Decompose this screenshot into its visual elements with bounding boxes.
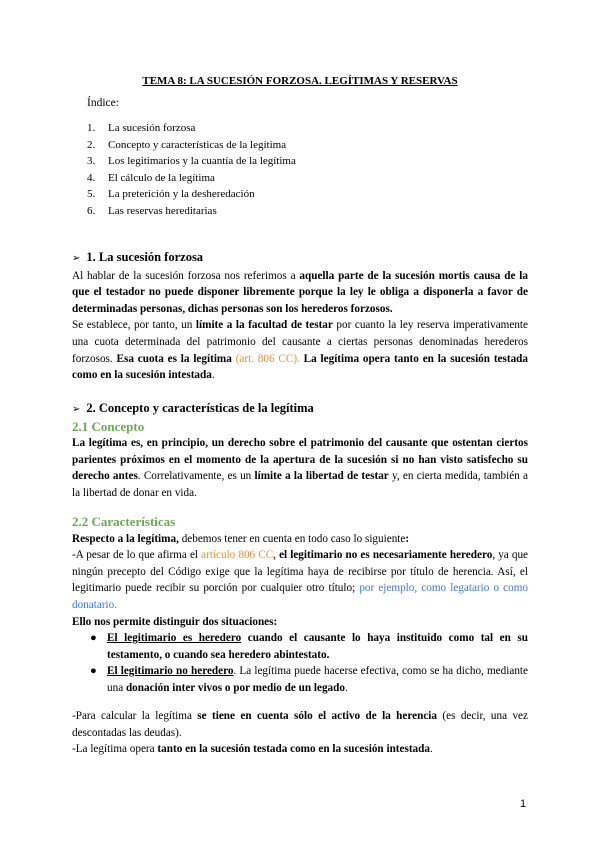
concept-paragraph: La legítima es, en principio, un derecho sobre el patrimonio del causante que ostentan ciertos parientes próximos en el momento de la apertura de la sucesión si no han visto satisfecho su derecho antes. Correlativamente, es un límite a la libertad de testar y, en cierta medida, también a la libertad de donar en vida. <box>72 437 529 499</box>
bullet-icon: ● <box>90 665 97 678</box>
closing-paragraph-1: -Para calcular la legítima se tiene en cuenta sólo el activo de la herencia (es decir, una vez descontadas las deudas). <box>72 710 528 739</box>
toc-item: 3. Los legitimarios y la cuantía de la legítima <box>87 155 296 167</box>
table-of-contents <box>87 120 296 219</box>
closing-paragraph-2: -La legítima opera tanto en la sucesión testada como en la sucesión intestada. <box>72 743 433 756</box>
toc-item: 6. Las reservas hereditarias <box>87 204 217 217</box>
toc-item: 5. La preterición y la desheredación <box>87 188 255 200</box>
section-1-heading: ➢ 1. La sucesión forzosa <box>72 250 204 264</box>
page-number: 1 <box>520 798 527 810</box>
toc-item: 2. Concepto y características de la legítima <box>87 138 287 151</box>
subsection-2-2 <box>72 514 528 697</box>
toc-item: 1. La sucesión forzosa <box>87 122 196 134</box>
arrow-bullet-icon: ➢ <box>72 404 81 415</box>
situations-heading: Ello nos permite distinguir dos situaciones: <box>72 615 278 628</box>
situations-list <box>72 630 528 696</box>
bullet-icon: ● <box>90 632 97 645</box>
index-label: Índice: <box>87 97 119 109</box>
characteristics-intro: Respecto a la legítima, debemos tener en cuenta en todo caso lo siguiente: <box>72 532 410 545</box>
section-1-paragraph-2: Se establece, por tanto, un límite a la facultad de testar por cuanto la ley reserva imperativamente una cuota determinada del patrimonio del causante a ciertas personas denominadas herederos forzosos. Esa cuota es la legítima (art. 806 CC). La legítima opera tanto en la sucesión testada como en la sucesión intestada. <box>72 319 528 382</box>
arrow-bullet-icon: ➢ <box>72 253 81 264</box>
closing-notes <box>72 708 528 758</box>
list-item: ● El legitimario no heredero. La legítima puede hacerse efectiva, como se ha dicho, mediante una donación inter vivos o por medio de un legado. <box>90 665 528 694</box>
section-1-paragraph-1: Al hablar de la sucesión forzosa nos referimos a aquella parte de la sucesión mortis causa de la que el testador no puede disponer libremente porque la ley le obliga a disponerla a favor de determinadas personas, dichas personas son los herederos forzosos. <box>72 269 528 315</box>
subsection-2-1-heading: 2.1 Concepto <box>72 418 145 434</box>
list-item: ● El legitimario es heredero cuando el causante lo haya instituido como tal en su testamento, o cuando sea heredero abintestato. <box>90 632 528 661</box>
section-2-heading: ➢ 2. Concepto y características de la legítima <box>72 401 314 415</box>
section-1 <box>72 249 528 384</box>
characteristics-paragraph-1: -A pesar de lo que afirma el artículo 806 CC, el legitimario no es necesariamente heredero, ya que ningún precepto del Código exige que la legítima haya de recibirse por título de herencia. Así, el legitimario puede recibir su porción por cualquier otro título; por ejemplo, como legatario o como donatario. <box>72 549 529 611</box>
subsection-2-2-heading: 2.2 Características <box>72 514 176 529</box>
section-2 <box>72 400 528 502</box>
toc-item: 4. El cálculo de la legítima <box>87 171 215 184</box>
document-title: TEMA 8: LA SUCESIÓN FORZOSA. LEGÍTIMAS Y RESERVAS <box>142 75 458 87</box>
